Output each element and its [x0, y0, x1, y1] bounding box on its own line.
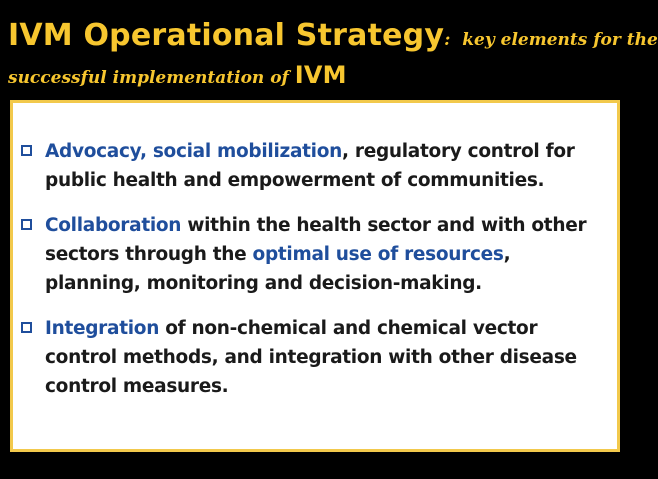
bullet-collaboration — [21, 211, 606, 298]
bullet-advocacy — [21, 137, 606, 195]
hollow-square-icon — [21, 219, 32, 230]
bullet-collaboration-highlight: Collaboration — [45, 215, 182, 236]
slide-title — [0, 0, 658, 100]
bullet-collaboration-text-2: , planning, monitoring and decision-making. — [45, 244, 511, 294]
hollow-square-icon — [21, 145, 32, 156]
title-acronym: IVM — [294, 61, 347, 89]
bullet-integration-highlight: Integration — [45, 318, 160, 339]
hollow-square-icon — [21, 322, 32, 333]
title-main: IVM Operational Strategy — [8, 18, 445, 53]
bullet-list — [21, 137, 606, 417]
bullet-advocacy-text: , regulatory control for public health and empowerment of communities. — [45, 141, 575, 191]
title-line-1 — [8, 16, 658, 60]
content-frame — [10, 100, 620, 452]
title-line-2 — [8, 59, 347, 94]
bullet-integration — [21, 314, 606, 401]
title-spacer — [450, 30, 462, 50]
bullet-collaboration-highlight-2: optimal use of resources — [252, 244, 504, 265]
bullet-integration-text: of non-chemical and chemical vector control methods, and integration with other disease control measures. — [45, 318, 577, 397]
title-subtitle-line-1: key elements for the — [462, 30, 658, 50]
bottom-bar — [0, 452, 638, 479]
title-separator: : — [444, 30, 451, 50]
bullet-collaboration-text: within the health sector and with other sectors through the — [45, 215, 587, 265]
bullet-advocacy-highlight: Advocacy, social mobilization — [45, 141, 343, 162]
title-subtitle-line-2: successful implementation of — [8, 68, 289, 88]
